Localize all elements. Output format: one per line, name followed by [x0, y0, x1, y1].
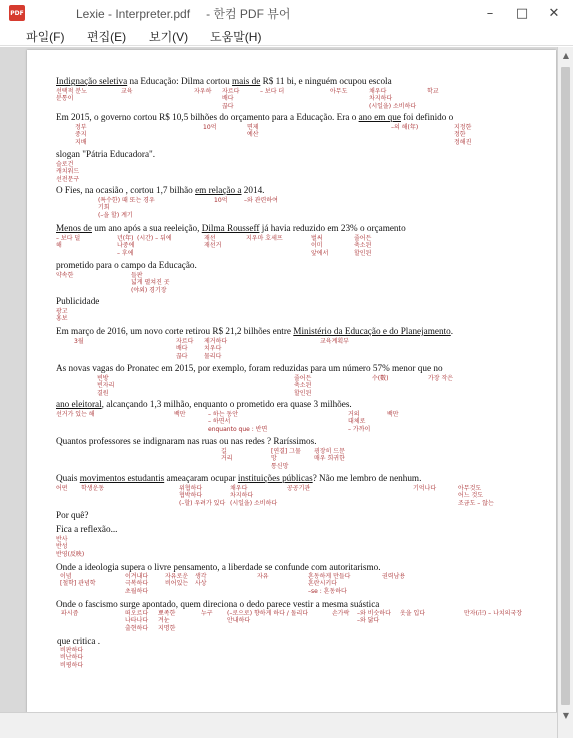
text-run: As novas vagas do Pronatec em 2015, por exemplo, foram reduzidas para um número 57% menor que no	[56, 363, 443, 373]
menu-view[interactable]: 보기(V)	[149, 30, 189, 44]
text-run: R$ 11 bi, e ninguém ocupou	[260, 76, 367, 86]
text-run: , cortou 1,7 bilhão	[125, 185, 196, 195]
document-line	[56, 473, 421, 483]
translation-annotation: 자르다 배다 끊다	[176, 338, 194, 360]
translation-annotation: 빈방 빈자리 결원	[97, 375, 115, 397]
close-icon[interactable]: ✕	[548, 5, 560, 21]
text-run: vestir a mesma suástica	[292, 599, 380, 609]
translation-annotation: 년(年) 나중에 – 후에	[117, 235, 135, 257]
translation-annotation: 교육계획부	[320, 338, 349, 345]
translation-annotation: 채우다 차지하다 (시일을) 소비하다	[369, 88, 417, 110]
translation-annotation: 옷을 입다	[400, 610, 426, 617]
underlined-phrase: ano em que	[358, 112, 401, 122]
translation-annotation: 슬로건 캐치워드 선전문구	[56, 161, 80, 183]
document-line	[56, 363, 443, 373]
translation-annotation: 만자(卍) – 나치의국장	[464, 610, 523, 617]
translation-annotation: 권력남용	[382, 573, 406, 580]
scroll-thumb[interactable]	[561, 67, 570, 705]
translation-annotation: 길 거리	[221, 448, 233, 463]
translation-annotation: 뾰족한 겨눈 지명한	[158, 610, 176, 632]
translation-annotation: 지우마 호세프	[246, 235, 283, 242]
scroll-up-icon[interactable]: ▲	[562, 50, 570, 60]
translation-annotation: 3월	[74, 338, 84, 345]
underlined-phrase: Indignação seletiva	[56, 76, 128, 86]
document-line	[56, 149, 155, 159]
underlined-phrase: em relação a	[195, 185, 242, 195]
text-run: da Educação.	[147, 260, 197, 270]
translation-annotation: 지정한 정한 정해진	[454, 124, 472, 146]
translation-annotation: 기억나다	[413, 485, 437, 492]
text-run: O Fies, na ocasião	[56, 185, 124, 195]
document-line	[56, 185, 264, 195]
document-line	[56, 76, 392, 86]
text-run: prometido para o campo	[56, 260, 146, 270]
translation-annotation: 교육	[121, 88, 133, 95]
translation-annotation: 선택적 분노 분통이	[56, 88, 87, 103]
document-line	[56, 326, 453, 336]
translation-annotation: 10억	[214, 197, 228, 204]
document-line	[56, 510, 88, 520]
translation-annotation: 면제 예산	[247, 124, 259, 139]
scroll-down-icon[interactable]: ▼	[562, 710, 570, 720]
menu-help[interactable]: 도움말(H)	[210, 30, 262, 44]
translation-annotation: 들판 넓게 펼쳐진 곳 (야외) 경기장	[131, 272, 170, 294]
vertical-scrollbar[interactable]	[557, 47, 573, 738]
text-run: Em março de 2016, um novo corte retirou R$ 21,2 bilhões entre	[56, 326, 294, 336]
translation-annotation: 이념 [철학] 관념학	[60, 573, 96, 588]
text-run: o prometido era quase	[229, 399, 312, 409]
translation-annotation: 자우하	[194, 88, 212, 95]
translation-annotation: 누구	[201, 610, 213, 617]
text-run: ? Raríssimos.	[267, 436, 317, 446]
text-run: Onde o fascismo surge	[56, 599, 140, 609]
translation-annotation: 줄어든 축소된 할인된	[354, 235, 372, 257]
document-line	[56, 223, 406, 233]
underlined-phrase: movimentos estudantis	[79, 473, 165, 483]
translation-annotation: 줄어든 축소된 할인된	[294, 375, 312, 397]
translation-annotation: 벌써 이미 앞에서	[311, 235, 329, 257]
minimize-icon[interactable]: –	[486, 5, 494, 21]
title-bar	[0, 0, 573, 26]
window-title	[76, 5, 290, 22]
translation-annotation: 가장 작은	[428, 375, 454, 382]
translation-annotation: 수(數)	[372, 375, 389, 382]
text-run: Quantos professores se indignaram nas ruas ou nas redes	[56, 436, 265, 446]
translation-annotation: 학교	[427, 88, 439, 95]
translation-annotation: 백만	[387, 411, 399, 418]
translation-annotation: 광고 홍보	[56, 308, 68, 323]
translation-annotation: 떠오르다 나타나다 출현하다	[125, 610, 149, 632]
document-line	[56, 436, 317, 446]
translation-annotation: –와 관련하여	[244, 197, 278, 204]
underlined-phrase: Ministério da Educação e do Planejamento	[293, 326, 451, 336]
text-run: na Educação: Dilma cortou	[127, 76, 233, 86]
translation-annotation: 거의 대체로 – 가까이	[348, 411, 371, 433]
translation-annotation: 아무것도 어느 것도 조금도 – 않는	[458, 485, 494, 507]
translation-annotation: [연결] 그물 망 통신망	[271, 448, 301, 470]
document-line	[56, 112, 453, 122]
translation-annotation: 약속한	[56, 272, 74, 279]
translation-annotation: 비판하다 비난하다 비평하다	[60, 647, 84, 669]
translation-annotation: 선거가 있는 해	[56, 411, 95, 418]
translation-annotation: 제거하다 치우다 물리다	[204, 338, 228, 360]
translation-annotation: –의 해(年)	[391, 124, 419, 131]
underlined-phrase: instituições públicas	[237, 473, 313, 483]
translation-annotation: 혼동하게 만들다 혼란시키다 –se : 혼동하다	[308, 573, 351, 595]
text-run: 2014.	[241, 185, 265, 195]
window-title-app: - 한컴 PDF 뷰어	[206, 7, 291, 21]
text-run: Fica a reflexão...	[56, 524, 118, 534]
text-run: pensamento, a liberdade se confunde	[173, 562, 309, 572]
pdf-app-icon: PDF	[9, 5, 25, 21]
text-run: 3 milhões.	[313, 399, 352, 409]
document-line	[56, 599, 379, 609]
underlined-phrase: mais de	[232, 76, 261, 86]
translation-annotation: 재선 재선거	[204, 235, 222, 250]
text-run: Onde a ideologia supera o livre	[56, 562, 172, 572]
translation-annotation: – 하는 동안 – 하면서 enquanto que : 반면	[208, 411, 268, 433]
underlined-phrase: Menos de	[56, 223, 92, 233]
pdf-page	[27, 50, 556, 713]
maximize-icon[interactable]: □	[515, 5, 529, 21]
document-viewer[interactable]	[0, 47, 573, 738]
text-run: Em 2015, o governo cortou R$ 10,5 bilhões do orçamento para a Educação. Era o	[56, 112, 359, 122]
text-run: já	[259, 223, 269, 233]
text-run: que critica .	[57, 636, 101, 646]
translation-annotation: 채우다 차지하다 (시일을) 소비하다	[230, 485, 278, 507]
translation-annotation: 자유	[257, 573, 269, 580]
text-run: ameaçaram ocupar	[164, 473, 236, 483]
translation-annotation: 공공기관	[287, 485, 311, 492]
status-area	[0, 712, 557, 738]
translation-annotation: 아무도	[330, 88, 348, 95]
text-run: escola	[368, 76, 392, 86]
document-line	[56, 399, 352, 409]
translation-annotation: 자유로운 비어있는	[165, 573, 189, 588]
text-run: apontado, quem direciona	[142, 599, 238, 609]
translation-annotation: 굉장히 드문 매우 희귀한	[314, 448, 345, 463]
text-run: um ano após	[91, 223, 141, 233]
window-title-file: Lexie - Interpreter.pdf	[76, 7, 191, 21]
text-run: foi definido o	[400, 112, 454, 122]
text-run: ? Não me lembro de nenhum.	[312, 473, 422, 483]
translation-annotation: 10억	[203, 124, 217, 131]
underlined-phrase: ano eleitoral	[56, 399, 102, 409]
translation-annotation: (–로으로) 향하게 하다 / 돌리다 안내하다	[227, 610, 309, 625]
text-run: a sua reeleição,	[143, 223, 202, 233]
menu-file[interactable]: 파일(F)	[26, 30, 65, 44]
menu-edit[interactable]: 편집(E)	[87, 30, 127, 44]
text-run: havia reduzido em 23% o orçamento	[270, 223, 406, 233]
translation-annotation: 이겨내다 극복하다 초월하다	[125, 573, 149, 595]
translation-annotation: 파시즘	[61, 610, 79, 617]
underlined-phrase: Dilma Rousseff	[201, 223, 260, 233]
text-run: Publicidade	[56, 296, 100, 306]
document-line	[56, 260, 197, 270]
translation-annotation: 어떤	[56, 485, 68, 492]
translation-annotation: 정부 중지 지배	[75, 124, 87, 146]
text-run: Quais	[56, 473, 80, 483]
translation-annotation: 생각 사상	[195, 573, 207, 588]
document-line	[56, 296, 99, 306]
text-run: com autoritarismo.	[311, 562, 381, 572]
translation-annotation: (시간) – 뒤에	[137, 235, 172, 242]
menu-bar	[0, 26, 573, 46]
text-run: o dedo parece	[239, 599, 291, 609]
document-line	[56, 562, 381, 572]
text-run: Por quê?	[56, 510, 89, 520]
text-run: , alcançando 1,3 milhão, enquanto	[101, 399, 228, 409]
text-run: slogan "Pátria Educadora".	[56, 149, 156, 159]
translation-annotation: 반사 반성 반영(反映)	[56, 536, 85, 558]
document-line	[56, 524, 117, 534]
translation-annotation: 자르다 배다 끊다	[222, 88, 240, 110]
text-run: .	[450, 326, 454, 336]
translation-annotation: 백만	[174, 411, 186, 418]
translation-annotation: 위협하다 협박하다 (–할) 우려가 있다	[179, 485, 226, 507]
translation-annotation: –와 비슷하다 –와 닮다	[357, 610, 391, 625]
translation-annotation: – 보다 덜 해	[56, 235, 81, 250]
translation-annotation: 학생운동	[81, 485, 105, 492]
translation-annotation: 손가락	[332, 610, 350, 617]
translation-annotation: (특수한) 때 또는 경우 기회 (–을 할) 계기	[98, 197, 155, 219]
document-line	[57, 636, 100, 646]
translation-annotation: – 보다 더	[260, 88, 285, 95]
